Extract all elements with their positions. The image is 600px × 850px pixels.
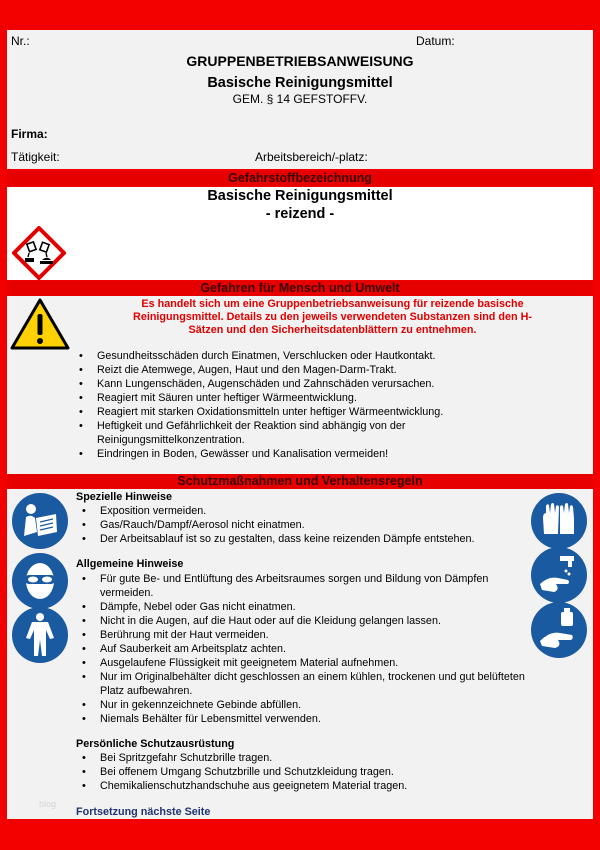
hazard-panel bbox=[7, 296, 593, 474]
substance-panel bbox=[7, 187, 593, 280]
gloves-icon bbox=[530, 492, 588, 550]
general-notes-list bbox=[76, 572, 526, 726]
special-notes-title: Spezielle Hinweise bbox=[76, 491, 173, 503]
general-note-item: • Ausgelaufene Flüssigkeit mit geeignetem Material aufnehmen. bbox=[76, 656, 526, 670]
section-bar-schutzmassnahmen: Schutzmaßnahmen und Verhaltensregeln bbox=[7, 474, 593, 489]
general-note-item: • Dämpfe, Nebel oder Gas nicht einatmen. bbox=[76, 600, 526, 614]
warning-triangle-icon bbox=[10, 298, 70, 350]
ppe-item: • Chemikalienschutzhandschuhe aus geeignetem Material tragen. bbox=[76, 779, 526, 793]
document-subtitle: Basische Reinigungsmittel bbox=[207, 75, 393, 91]
hazard-item: • Kann Lungenschäden, Augenschäden und Zahnschäden verursachen. bbox=[73, 377, 473, 391]
substance-classification: - reizend - bbox=[265, 206, 335, 222]
watermark: blog bbox=[39, 799, 57, 809]
ppe-list bbox=[76, 751, 526, 793]
general-note-item: • Niemals Behälter für Lebensmittel verwenden. bbox=[76, 712, 526, 726]
warning-line-3: Sätzen und den Sicherheitsdatenblättern zu entnehmen. bbox=[188, 324, 477, 336]
hazard-item: • Heftigkeit und Gefährlichkeit der Reaktion sind abhängig von der Reinigungsmittelkonzentration. bbox=[73, 419, 473, 447]
firma-label: Firma: bbox=[11, 127, 48, 141]
hazard-item: • Reagiert mit Säuren unter heftiger Wärmeentwicklung. bbox=[73, 391, 473, 405]
protective-clothing-icon bbox=[11, 606, 69, 664]
document-title: GRUPPENBETRIEBSANWEISUNG bbox=[186, 53, 414, 69]
special-note-item: • Gas/Rauch/Dampf/Aerosol nicht einatmen. bbox=[76, 518, 526, 532]
substance-name: Basische Reinigungsmittel bbox=[207, 188, 393, 204]
protection-panel bbox=[7, 489, 593, 819]
hazard-item: • Reizt die Atemwege, Augen, Haut und den Magen-Darm-Trakt. bbox=[73, 363, 473, 377]
hazard-list bbox=[73, 349, 473, 461]
hazard-item: • Gesundheitsschäden durch Einatmen, Verschlucken oder Hautkontakt. bbox=[73, 349, 473, 363]
header-panel bbox=[7, 30, 593, 169]
hazard-item: • Eindringen in Boden, Gewässer und Kanalisation vermeiden! bbox=[73, 447, 473, 461]
special-note-item: • Der Arbeitsablauf ist so zu gestalten, dass keine reizenden Dämpfe entstehen. bbox=[76, 532, 526, 546]
special-notes-list bbox=[76, 504, 526, 546]
general-note-item: • Auf Sauberkeit am Arbeitsplatz achten. bbox=[76, 642, 526, 656]
corrosion-pictogram-icon bbox=[12, 226, 66, 280]
ppe-item: • Bei offenem Umgang Schutzbrille und Schutzkleidung tragen. bbox=[76, 765, 526, 779]
general-note-item: • Nur im Originalbehälter dicht geschlossen an einem kühlen, trockenen und gut belüfteten Platz aufbewahren. bbox=[76, 670, 526, 698]
ppe-title: Persönliche Schutzausrüstung bbox=[76, 738, 235, 750]
continuation-note: Fortsetzung nächste Seite bbox=[76, 806, 211, 818]
datum-label: Datum: bbox=[416, 34, 455, 48]
legal-reference: GEM. § 14 GEFSTOFFV. bbox=[232, 92, 368, 106]
general-note-item: • Für gute Be- und Entlüftung des Arbeitsraumes sorgen und Bildung von Dämpfen vermeiden. bbox=[76, 572, 526, 600]
warning-line-1: Es handelt sich um eine Gruppenbetriebsanweisung für reizende basische bbox=[141, 298, 524, 310]
general-note-item: • Nur in gekennzeichnete Gebinde abfüllen. bbox=[76, 698, 526, 712]
read-manual-icon bbox=[11, 492, 69, 550]
special-note-item: • Exposition vermeiden. bbox=[76, 504, 526, 518]
taetigkeit-label: Tätigkeit: bbox=[11, 150, 60, 164]
hand-washing-icon bbox=[530, 546, 588, 604]
arbeitsbereich-label: Arbeitsbereich/-platz: bbox=[255, 150, 368, 164]
hazard-item: • Reagiert mit starken Oxidationsmitteln unter heftiger Wärmeentwicklung. bbox=[73, 405, 473, 419]
general-note-item: • Berührung mit der Haut vermeiden. bbox=[76, 628, 526, 642]
general-note-item: • Nicht in die Augen, auf die Haut oder auf die Kleidung gelangen lassen. bbox=[76, 614, 526, 628]
warning-line-2: Reinigungsmittel. Details zu den jeweils verwendeten Substanzen sind den H- bbox=[133, 311, 532, 323]
safety-goggles-icon bbox=[11, 552, 69, 610]
skin-protection-icon bbox=[530, 601, 588, 659]
general-notes-title: Allgemeine Hinweise bbox=[76, 558, 184, 570]
nr-label: Nr.: bbox=[11, 34, 30, 48]
section-bar-gefahrstoff: Gefahrstoffbezeichnung bbox=[7, 171, 593, 186]
ppe-item: • Bei Spritzgefahr Schutzbrille tragen. bbox=[76, 751, 526, 765]
section-bar-gefahren: Gefahren für Mensch und Umwelt bbox=[7, 281, 593, 296]
